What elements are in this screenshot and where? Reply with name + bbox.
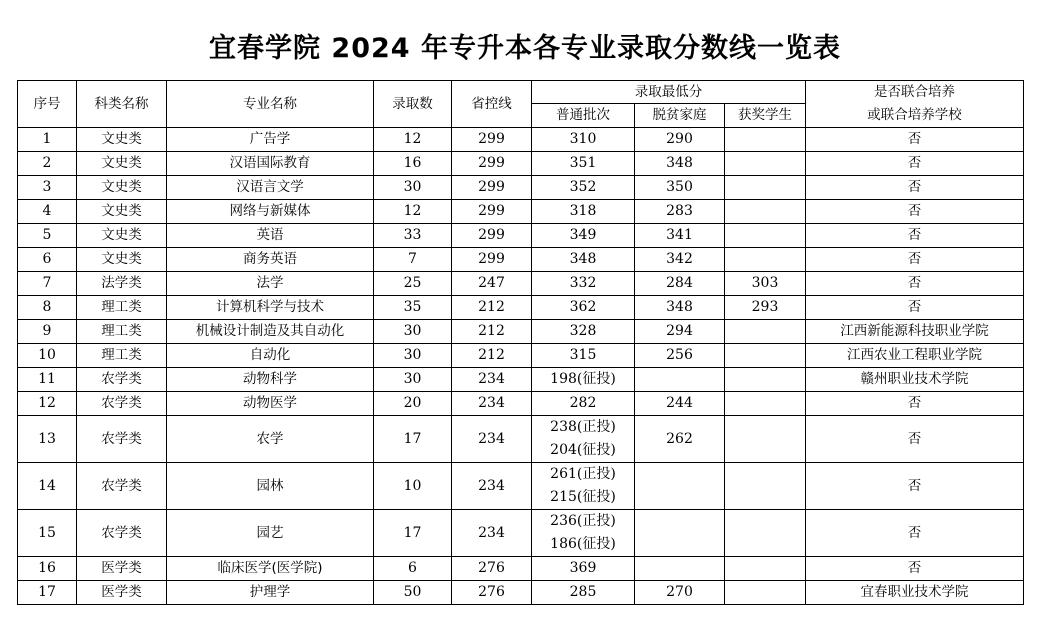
cell-joint: 否	[806, 248, 1024, 272]
cell-admitted: 12	[374, 128, 452, 152]
cell-index: 8	[18, 296, 77, 320]
cell-joint: 否	[806, 176, 1024, 200]
cell-poverty: 256	[635, 344, 725, 368]
cell-index: 17	[18, 581, 77, 605]
cell-award: 303	[725, 272, 806, 296]
cell-poverty: 348	[635, 152, 725, 176]
cell-category: 农学类	[77, 510, 167, 557]
cell-provincial-line: 276	[452, 557, 532, 581]
cell-provincial-line: 247	[452, 272, 532, 296]
cell-joint: 否	[806, 224, 1024, 248]
cell-regular-value: 215(征投)	[550, 489, 616, 505]
cell-category: 文史类	[77, 152, 167, 176]
cell-category: 农学类	[77, 392, 167, 416]
table-row	[18, 344, 1024, 368]
cell-poverty: 348	[635, 296, 725, 320]
table-row	[18, 248, 1024, 272]
table-row	[18, 224, 1024, 248]
cell-index: 12	[18, 392, 77, 416]
cell-major: 临床医学(医学院)	[167, 557, 374, 581]
header-admitted: 录取数	[374, 81, 452, 128]
cell-major: 广告学	[167, 128, 374, 152]
table-row	[18, 296, 1024, 320]
cell-regular	[532, 296, 635, 320]
header-joint-training	[806, 81, 1024, 128]
cell-admitted: 7	[374, 248, 452, 272]
cell-index: 3	[18, 176, 77, 200]
cell-index: 2	[18, 152, 77, 176]
cell-award	[725, 152, 806, 176]
cell-provincial-line: 212	[452, 344, 532, 368]
cell-admitted: 6	[374, 557, 452, 581]
cell-major: 自动化	[167, 344, 374, 368]
cell-major: 动物科学	[167, 368, 374, 392]
cell-joint: 否	[806, 416, 1024, 463]
cell-award	[725, 368, 806, 392]
cell-major: 英语	[167, 224, 374, 248]
cell-regular	[532, 392, 635, 416]
cell-poverty: 270	[635, 581, 725, 605]
header-provincial-line: 省控线	[452, 81, 532, 128]
cell-provincial-line: 299	[452, 224, 532, 248]
cell-award	[725, 344, 806, 368]
cell-provincial-line: 276	[452, 581, 532, 605]
cell-provincial-line: 234	[452, 392, 532, 416]
cell-admitted: 25	[374, 272, 452, 296]
cell-provincial-line: 299	[452, 128, 532, 152]
cell-index: 15	[18, 510, 77, 557]
cell-award	[725, 224, 806, 248]
cell-joint: 否	[806, 510, 1024, 557]
table-body	[18, 128, 1024, 605]
cell-poverty: 262	[635, 416, 725, 463]
header-min-score-group: 录取最低分	[532, 81, 806, 104]
cell-category: 文史类	[77, 176, 167, 200]
cell-category: 文史类	[77, 248, 167, 272]
cell-regular-value: 349	[569, 227, 597, 243]
cell-major: 园林	[167, 463, 374, 510]
cell-regular-value: 332	[569, 275, 597, 291]
cell-regular-value: 261(正投)	[550, 466, 616, 482]
cell-provincial-line: 234	[452, 368, 532, 392]
cell-award	[725, 557, 806, 581]
cell-admitted: 30	[374, 368, 452, 392]
cell-poverty	[635, 368, 725, 392]
cell-regular-value: 352	[569, 179, 597, 195]
page-title: 宜春学院 2024 年专升本各专业录取分数线一览表	[209, 33, 841, 64]
table-row	[18, 152, 1024, 176]
cell-poverty: 290	[635, 128, 725, 152]
cell-regular	[532, 152, 635, 176]
cell-provincial-line: 299	[452, 152, 532, 176]
cell-major: 计算机科学与技术	[167, 296, 374, 320]
cell-admitted: 17	[374, 510, 452, 557]
cell-poverty: 284	[635, 272, 725, 296]
cell-joint: 否	[806, 392, 1024, 416]
cell-provincial-line: 212	[452, 296, 532, 320]
cell-regular-value: 310	[569, 131, 597, 147]
table-row	[18, 200, 1024, 224]
cell-major: 园艺	[167, 510, 374, 557]
cell-index: 10	[18, 344, 77, 368]
cell-joint: 宜春职业技术学院	[806, 581, 1024, 605]
header-joint-line2: 或联合培养学校	[867, 107, 962, 123]
cell-provincial-line: 234	[452, 416, 532, 463]
cell-poverty: 350	[635, 176, 725, 200]
cell-category: 理工类	[77, 344, 167, 368]
cell-index: 16	[18, 557, 77, 581]
admission-score-table	[17, 80, 1024, 605]
cell-regular	[532, 224, 635, 248]
cell-major: 汉语国际教育	[167, 152, 374, 176]
cell-admitted: 16	[374, 152, 452, 176]
table-row	[18, 463, 1024, 510]
cell-award	[725, 128, 806, 152]
cell-category: 农学类	[77, 463, 167, 510]
cell-admitted: 30	[374, 320, 452, 344]
cell-admitted: 33	[374, 224, 452, 248]
cell-admitted: 35	[374, 296, 452, 320]
cell-joint: 否	[806, 463, 1024, 510]
cell-major: 农学	[167, 416, 374, 463]
cell-major: 网络与新媒体	[167, 200, 374, 224]
cell-category: 理工类	[77, 320, 167, 344]
cell-award	[725, 320, 806, 344]
cell-index: 13	[18, 416, 77, 463]
cell-regular	[532, 248, 635, 272]
cell-regular	[532, 368, 635, 392]
cell-regular-value: 328	[569, 323, 597, 339]
cell-category: 农学类	[77, 416, 167, 463]
cell-regular-value: 369	[569, 560, 597, 576]
cell-regular-value: 236(正投)	[550, 513, 616, 529]
table-row	[18, 128, 1024, 152]
cell-category: 文史类	[77, 128, 167, 152]
cell-category: 法学类	[77, 272, 167, 296]
cell-poverty: 342	[635, 248, 725, 272]
cell-major: 商务英语	[167, 248, 374, 272]
cell-regular-value: 204(征投)	[550, 442, 616, 458]
cell-joint: 否	[806, 200, 1024, 224]
cell-admitted: 12	[374, 200, 452, 224]
cell-index: 5	[18, 224, 77, 248]
cell-major: 汉语言文学	[167, 176, 374, 200]
cell-index: 4	[18, 200, 77, 224]
cell-award	[725, 463, 806, 510]
cell-regular	[532, 557, 635, 581]
cell-regular-value: 318	[569, 203, 597, 219]
cell-regular	[532, 128, 635, 152]
table-row	[18, 176, 1024, 200]
table-row	[18, 557, 1024, 581]
cell-provincial-line: 234	[452, 463, 532, 510]
cell-joint: 赣州职业技术学院	[806, 368, 1024, 392]
header-major: 专业名称	[167, 81, 374, 128]
cell-provincial-line: 299	[452, 176, 532, 200]
cell-index: 11	[18, 368, 77, 392]
cell-regular	[532, 344, 635, 368]
cell-regular	[532, 272, 635, 296]
cell-category: 文史类	[77, 224, 167, 248]
cell-provincial-line: 299	[452, 248, 532, 272]
cell-poverty	[635, 510, 725, 557]
cell-joint: 江西农业工程职业学院	[806, 344, 1024, 368]
header-award: 获奖学生	[725, 104, 806, 128]
cell-regular	[532, 320, 635, 344]
cell-award	[725, 510, 806, 557]
cell-award	[725, 416, 806, 463]
header-joint-line1: 是否联合培养	[874, 84, 956, 100]
cell-provincial-line: 212	[452, 320, 532, 344]
cell-joint: 江西新能源科技职业学院	[806, 320, 1024, 344]
cell-joint: 否	[806, 296, 1024, 320]
cell-index: 1	[18, 128, 77, 152]
cell-poverty: 283	[635, 200, 725, 224]
cell-category: 医学类	[77, 557, 167, 581]
cell-award	[725, 176, 806, 200]
cell-admitted: 20	[374, 392, 452, 416]
header-regular: 普通批次	[532, 104, 635, 128]
cell-regular	[532, 463, 635, 510]
cell-poverty: 294	[635, 320, 725, 344]
cell-category: 农学类	[77, 368, 167, 392]
cell-regular-value: 282	[569, 395, 597, 411]
cell-index: 14	[18, 463, 77, 510]
cell-joint: 否	[806, 152, 1024, 176]
cell-regular-value: 362	[569, 299, 597, 315]
cell-joint: 否	[806, 128, 1024, 152]
cell-regular-value: 315	[569, 347, 597, 363]
cell-major: 护理学	[167, 581, 374, 605]
table-row	[18, 272, 1024, 296]
cell-joint: 否	[806, 272, 1024, 296]
cell-category: 医学类	[77, 581, 167, 605]
cell-major: 动物医学	[167, 392, 374, 416]
table-row	[18, 392, 1024, 416]
header-poverty: 脱贫家庭	[635, 104, 725, 128]
cell-joint: 否	[806, 557, 1024, 581]
cell-regular	[532, 581, 635, 605]
table-row	[18, 320, 1024, 344]
cell-regular	[532, 176, 635, 200]
cell-regular	[532, 200, 635, 224]
cell-regular-value: 285	[569, 584, 597, 600]
cell-major: 法学	[167, 272, 374, 296]
header-category: 科类名称	[77, 81, 167, 128]
cell-admitted: 30	[374, 344, 452, 368]
cell-index: 9	[18, 320, 77, 344]
cell-award: 293	[725, 296, 806, 320]
cell-award	[725, 392, 806, 416]
table-row	[18, 416, 1024, 463]
cell-index: 6	[18, 248, 77, 272]
cell-provincial-line: 234	[452, 510, 532, 557]
cell-regular-value: 186(征投)	[550, 536, 616, 552]
table-row	[18, 368, 1024, 392]
header-index: 序号	[18, 81, 77, 128]
cell-admitted: 50	[374, 581, 452, 605]
cell-poverty: 244	[635, 392, 725, 416]
cell-award	[725, 248, 806, 272]
cell-admitted: 30	[374, 176, 452, 200]
cell-index: 7	[18, 272, 77, 296]
cell-regular	[532, 416, 635, 463]
cell-category: 文史类	[77, 200, 167, 224]
cell-regular-value: 198(征投)	[550, 371, 616, 387]
cell-poverty	[635, 463, 725, 510]
cell-award	[725, 200, 806, 224]
cell-regular-value: 348	[569, 251, 597, 267]
cell-admitted: 10	[374, 463, 452, 510]
cell-provincial-line: 299	[452, 200, 532, 224]
table-row	[18, 510, 1024, 557]
cell-regular-value: 351	[569, 155, 597, 171]
cell-major: 机械设计制造及其自动化	[167, 320, 374, 344]
cell-regular	[532, 510, 635, 557]
cell-award	[725, 581, 806, 605]
table-row	[18, 581, 1024, 605]
cell-poverty	[635, 557, 725, 581]
cell-category: 理工类	[77, 296, 167, 320]
cell-poverty: 341	[635, 224, 725, 248]
cell-regular-value: 238(正投)	[550, 419, 616, 435]
cell-admitted: 17	[374, 416, 452, 463]
